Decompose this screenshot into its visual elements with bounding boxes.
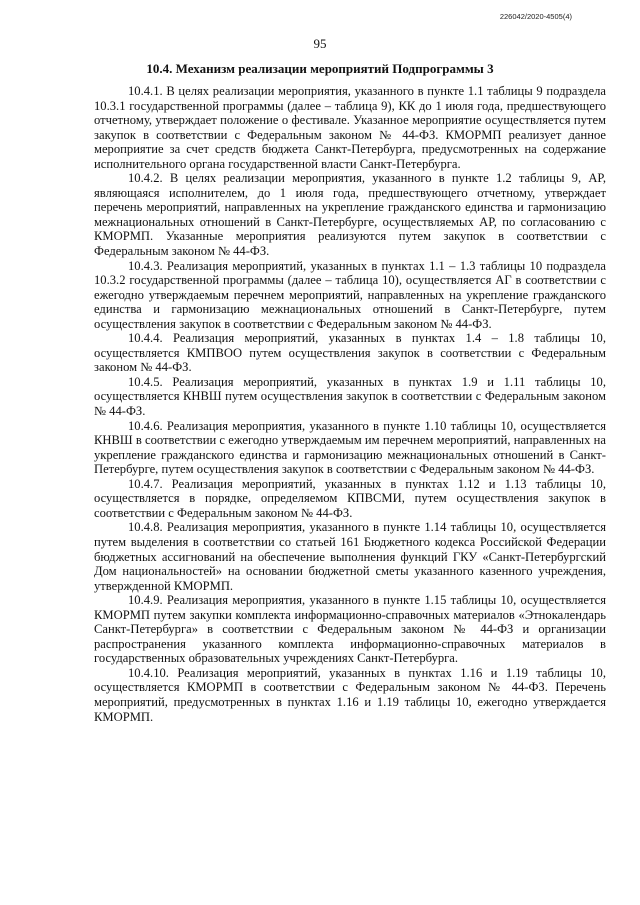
paragraph-10-4-3: 10.4.3. Реализация мероприятий, указанных в пунктах 1.1 – 1.3 таблицы 10 подраздела 10.3.2 государственной программы (далее – таблица 10), осуществляется АГ в соответствии с ежегодно утверждаемым перечнем мероприятий, направленных на укрепление гражданского единства и гармонизацию межнациональных отношений в Санкт-Петербурге, путем осуществления закупок в соответствии с Федеральным законом № 44-ФЗ. xyxy=(94,258,606,331)
paragraph-10-4-1: 10.4.1. В целях реализации мероприятия, указанного в пункте 1.1 таблицы 9 подраздела 10.3.1 государственной программы (далее – таблица 9), КК до 1 июля года, предшествующего отчетному, утверждает положение о фестивале. Указанное мероприятие осуществляется путем закупок в соответствии с Федеральным законом № 44-ФЗ. КМОРМП реализует данное мероприятие за счет средств бюджета Санкт-Петербурга, предусмотренных на содержание исполнительного органа государственной власти Санкт-Петербурга. xyxy=(94,84,606,171)
page-number: 95 xyxy=(313,36,327,51)
paragraph-10-4-9: 10.4.9. Реализация мероприятия, указанного в пункте 1.15 таблицы 10, осуществляется КМОРМП путем закупки комплекта информационно-справочных материалов «Этнокалендарь Санкт-Петербурга» в соответствии с Федеральным законом № 44-ФЗ и организации распространения указанного комплекта информационно-справочных материалов в государственных образовательных учреждениях Санкт-Петербурга. xyxy=(94,593,606,666)
paragraph-10-4-7: 10.4.7. Реализация мероприятий, указанных в пунктах 1.12 и 1.13 таблицы 10, осуществляется в порядке, определяемом КПВСМИ, путем осуществления закупок в соответствии с Федеральным законом № 44-ФЗ. xyxy=(94,476,606,520)
paragraph-10-4-8: 10.4.8. Реализация мероприятия, указанного в пункте 1.14 таблицы 10, осуществляется путем выделения в соответствии со статьей 161 Бюджетного кодекса Российской Федерации бюджетных ассигнований на обеспечение выполнения функций ГКУ «Санкт-Петербургский Дом национальностей» на основании бюджетной сметы указанного казенного учреждения, утвержденной КМОРМП. xyxy=(94,520,606,593)
paragraph-10-4-4: 10.4.4. Реализация мероприятий, указанных в пунктах 1.4 – 1.8 таблицы 10, осуществляется КМПВОО путем осуществления закупок в соответствии с Федеральным законом № 44-ФЗ. xyxy=(94,331,606,375)
paragraph-10-4-10: 10.4.10. Реализация мероприятий, указанных в пунктах 1.16 и 1.19 таблицы 10, осуществляется КМОРМП в соответствии с Федеральным законом № 44-ФЗ. Перечень мероприятий, предусмотренных в пунктах 1.16 и 1.19 таблицы 10, ежегодно утверждается КМОРМП. xyxy=(94,665,606,724)
paragraph-10-4-5: 10.4.5. Реализация мероприятий, указанных в пунктах 1.9 и 1.11 таблицы 10, осуществляется КНВШ путем осуществления закупок в соответствии с Федеральным законом № 44-ФЗ. xyxy=(94,374,606,419)
paragraph-10-4-6: 10.4.6. Реализация мероприятия, указанного в пункте 1.10 таблицы 10, осуществляется КНВШ в соответствии с ежегодно утверждаемым им перечнем мероприятий, направленных на укрепление гражданского единства и гармонизацию межнациональных отношений в Санкт-Петербурге, путем осуществления закупок в соответствии с Федеральным законом № 44-ФЗ. xyxy=(94,418,606,477)
paragraph-10-4-2: 10.4.2. В целях реализации мероприятия, указанного в пункте 1.2 таблицы 9, АР, являющаяся исполнителем, до 1 июля года, предшествующего отчетному, утверждает перечень мероприятий, направленных на укрепление гражданского единства и гармонизацию межнациональных отношений в Санкт-Петербурге, осуществляемых АР, по согласованию с КМОРМП. Указанные мероприятия реализуются путем закупок в соответствии с Федеральным законом № 44-ФЗ. xyxy=(94,171,606,259)
document-registration-number: 226042/2020-4505(4) xyxy=(499,12,572,21)
document-body xyxy=(94,84,606,724)
section-heading: 10.4. Механизм реализации мероприятий Подпрограммы 3 xyxy=(146,61,494,76)
